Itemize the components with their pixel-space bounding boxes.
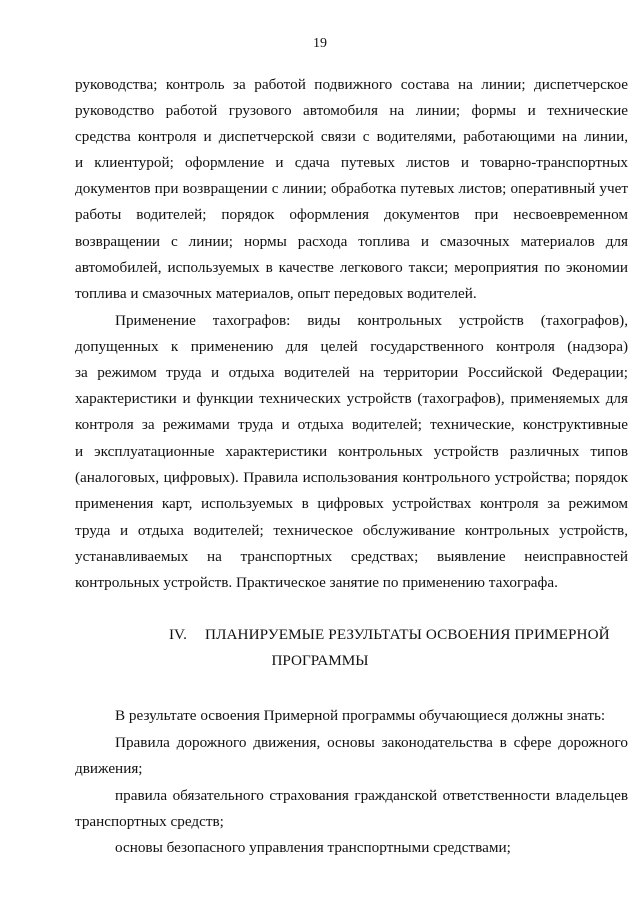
paragraph-2-line: характеристики и функции технических устройств (тахографов), применяемых для bbox=[75, 390, 628, 407]
paragraph-2-line: допущенных к применению для целей государственного контроля (надзора) bbox=[75, 338, 628, 355]
paragraph-2-line: и эксплуатационные характеристики контрольных устройств различных типов bbox=[75, 443, 628, 460]
paragraph-2-line: (аналоговых, цифровых). Правила использования контрольного устройства; порядок bbox=[75, 469, 628, 486]
paragraph-1-line: руководства; контроль за работой подвижного состава на линии; диспетчерское bbox=[75, 76, 628, 93]
results-item-line: правила обязательного страхования гражданской ответственности владельцев bbox=[115, 787, 628, 804]
section-number: IV. bbox=[169, 626, 187, 643]
paragraph-1-line: руководство работой грузового автомобиля на линии; формы и технические bbox=[75, 102, 628, 119]
paragraph-1-line: топлива и смазочных материалов, опыт передовых водителей. bbox=[75, 285, 477, 302]
paragraph-2-line: за режимом труда и отдыха водителей на территории Российской Федерации; bbox=[75, 364, 628, 381]
section-title: ПЛАНИРУЕМЫЕ РЕЗУЛЬТАТЫ ОСВОЕНИЯ ПРИМЕРНОЙ bbox=[205, 626, 610, 643]
paragraph-1-line: и клиентурой; оформление и сдача путевых листов и товарно-транспортных bbox=[75, 154, 628, 171]
paragraph-2-line: применения карт, используемых в цифровых устройствах контроля за режимом bbox=[75, 495, 628, 512]
paragraph-1-line: работы водителей; порядок оформления документов при несвоевременном bbox=[75, 206, 628, 223]
page-number: 19 bbox=[313, 36, 327, 51]
section-title-continuation: ПРОГРАММЫ bbox=[271, 652, 369, 669]
paragraph-2-line: устанавливаемых на транспортных средствах; выявление неисправностей bbox=[75, 548, 628, 565]
results-item-line: транспортных средств; bbox=[75, 813, 224, 830]
paragraph-2-line: Применение тахографов: виды контрольных устройств (тахографов), bbox=[115, 312, 628, 329]
paragraph-2-line: труда и отдыха водителей; техническое обслуживание контрольных устройств, bbox=[75, 522, 628, 539]
paragraph-1-line: возвращении с линии; нормы расхода топлива и смазочных материалов для bbox=[75, 233, 628, 250]
results-item-line: движения; bbox=[75, 760, 143, 777]
paragraph-2-line: контрольных устройств. Практическое занятие по применению тахографа. bbox=[75, 574, 558, 591]
results-item-line: Правила дорожного движения, основы законодательства в сфере дорожного bbox=[115, 734, 628, 751]
paragraph-1-line: документов при возвращении с линии; обработка путевых листов; оперативный учет bbox=[75, 180, 628, 197]
results-item-line: основы безопасного управления транспортными средствами; bbox=[115, 839, 511, 856]
paragraph-1-line: средства контроля и диспетчерской связи с водителями, работающими на линии, bbox=[75, 128, 628, 145]
paragraph-1-line: автомобилей, используемых в качестве легкового такси; мероприятия по экономии bbox=[75, 259, 628, 276]
results-intro: В результате освоения Примерной программы обучающиеся должны знать: bbox=[115, 707, 606, 724]
paragraph-2-line: контроля за режимами труда и отдыха водителей; технические, конструктивные bbox=[75, 416, 628, 433]
